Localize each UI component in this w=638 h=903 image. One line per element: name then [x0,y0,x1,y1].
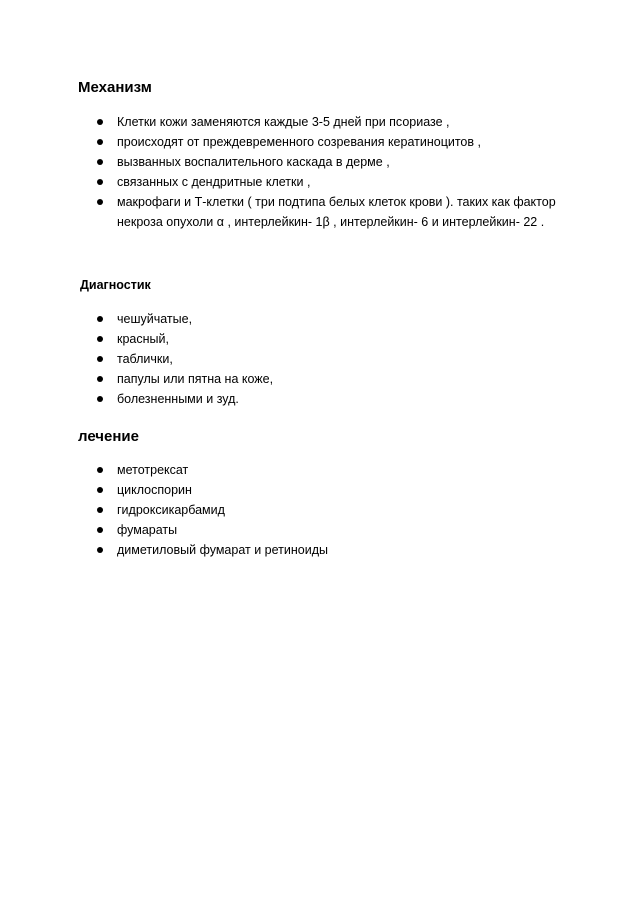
section-heading-mechanism: Механизм [78,79,152,96]
bullet-icon [97,139,103,145]
list-item [0,389,557,409]
list-item [0,112,557,132]
list-item [0,132,557,152]
bullet-icon [97,316,103,322]
bullet-icon [97,376,103,382]
list-item-text: диметиловый фумарат и ретиноиды [117,543,328,557]
list-item-text: гидроксикарбамид [117,503,225,517]
list-item-text: красный, [117,332,169,346]
bullet-icon [97,336,103,342]
bullet-icon [97,396,103,402]
section-heading-diagnostics: Диагностик [80,278,151,292]
list-item [0,172,557,192]
diagnostics-list [0,309,557,409]
list-item [0,329,557,349]
mechanism-list [0,112,557,232]
bullet-icon [97,179,103,185]
list-item [0,500,557,520]
list-item-text: связанных с дендритные клетки , [117,175,311,189]
list-item-text: циклоспорин [117,483,192,497]
list-item [0,540,557,560]
bullet-icon [97,487,103,493]
list-item-text: метотрексат [117,463,189,477]
list-item-text: папулы или пятна на коже, [117,372,274,386]
list-item [0,309,557,329]
list-item-text: чешуйчатые, [117,312,193,326]
list-item-text: таблички, [117,352,173,366]
list-item-text: болезненными и зуд. [117,392,239,406]
list-item-text: макрофаги и Т-клетки ( три подтипа белых клеток крови ). таких как фактор некроза опухоли α , интерлейкин- 1β , интерлейкин- 6 и интерлейкин- 22 . [117,195,556,229]
list-item [0,349,557,369]
list-item [0,460,557,480]
list-item [0,480,557,500]
bullet-icon [97,199,103,205]
bullet-icon [97,547,103,553]
list-item [0,520,557,540]
bullet-icon [97,159,103,165]
bullet-icon [97,356,103,362]
list-item [0,369,557,389]
treatment-list [0,460,557,560]
bullet-icon [97,119,103,125]
bullet-icon [97,527,103,533]
section-heading-treatment: лечение [78,428,139,445]
bullet-icon [97,467,103,473]
list-item [0,152,557,172]
list-item-text: фумараты [117,523,178,537]
list-item [0,192,557,232]
bullet-icon [97,507,103,513]
list-item-text: вызванных воспалительного каскада в дерме , [117,155,390,169]
list-item-text: Клетки кожи заменяются каждые 3-5 дней при псориазе , [117,115,450,129]
list-item-text: происходят от преждевременного созревания кератиноцитов , [117,135,481,149]
